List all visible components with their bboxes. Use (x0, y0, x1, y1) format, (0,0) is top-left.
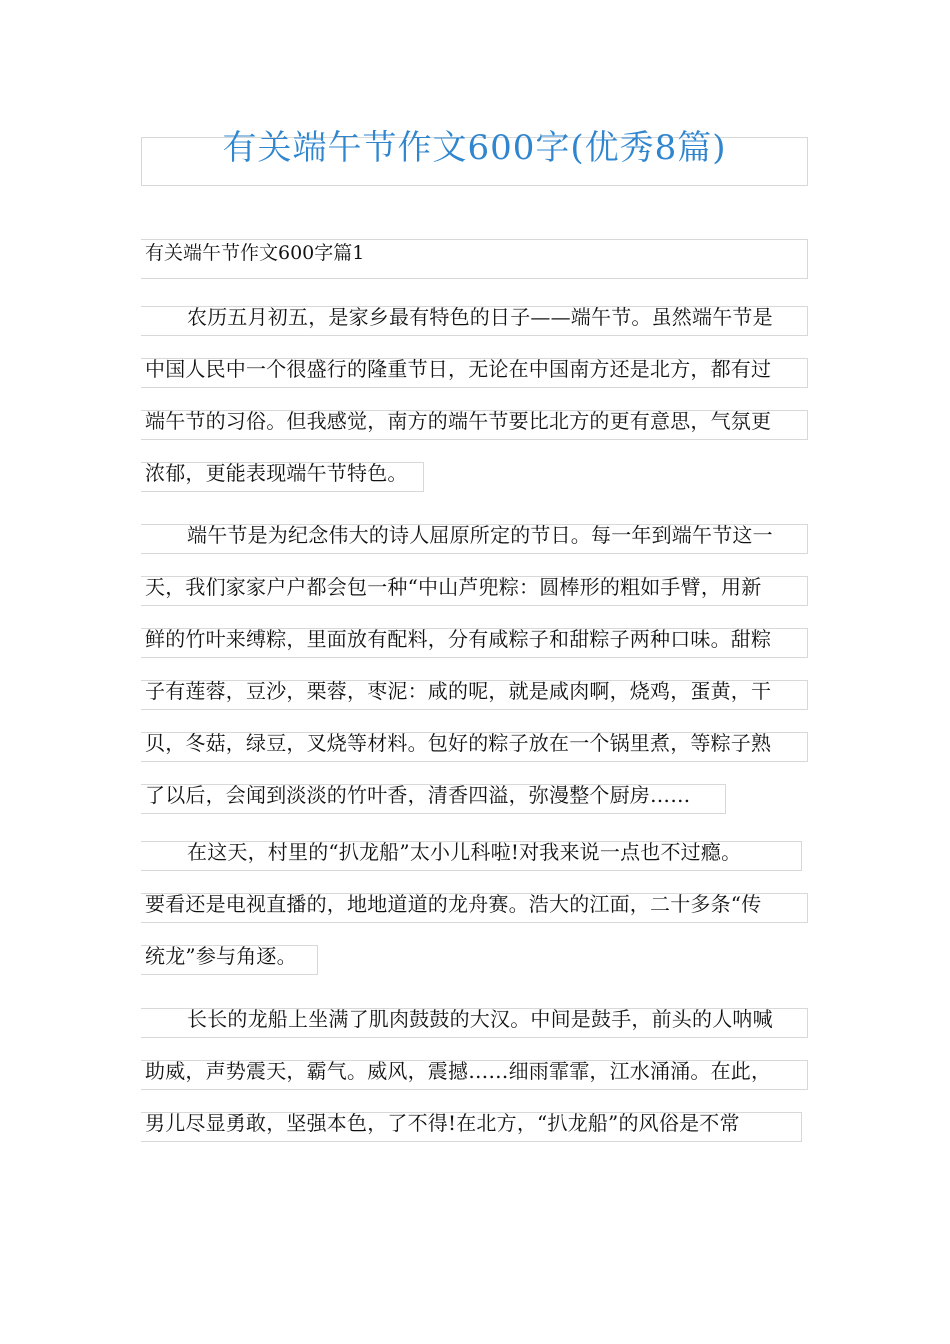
line-text: 中国人民中一个很盛行的隆重节日，无论在中国南方还是北方，都有过 (145, 357, 772, 381)
line-text: 农历五月初五，是家乡最有特色的日子——端午节。虽然端午节是 (187, 305, 773, 329)
line-text: 统龙”参与角逐。 (145, 944, 297, 968)
text-line (141, 306, 808, 358)
line-text: 男儿尽显勇敢，坚强本色，了不得!在北方，“扒龙船”的风俗是不常 (145, 1111, 740, 1135)
paragraph (141, 306, 808, 514)
line-text: 子有莲蓉，豆沙，栗蓉，枣泥：咸的呢，就是咸肉啊，烧鸡，蛋黄，干 (145, 679, 772, 703)
paragraph (141, 524, 808, 836)
line-text: 长长的龙船上坐满了肌肉鼓鼓的大汉。中间是鼓手，前头的人呐喊 (187, 1007, 773, 1031)
document-title: 有关端午节作文600字(优秀8篇) (222, 128, 727, 168)
line-text: 鲜的竹叶来缚粽，里面放有配料，分有咸粽子和甜粽子两种口味。甜粽 (145, 627, 772, 651)
paragraph (141, 1008, 808, 1164)
line-text: 浓郁，更能表现端午节特色。 (145, 461, 408, 485)
text-line (141, 1060, 808, 1112)
text-line (141, 410, 808, 462)
line-text: 天，我们家家户户都会包一种“中山芦兜粽：圆棒形的粗如手臂，用新 (145, 575, 762, 599)
text-line (141, 784, 808, 836)
text-line (141, 462, 808, 514)
line-text: 在这天，村里的“扒龙船”太小儿科啦!对我来说一点也不过瘾。 (187, 840, 742, 864)
line-text: 端午节是为纪念伟大的诗人屈原所定的节日。每一年到端午节这一 (187, 523, 773, 547)
text-line (141, 893, 808, 945)
text-line (141, 576, 808, 628)
line-text: 端午节的习俗。但我感觉，南方的端午节要比北方的更有意思，气氛更 (145, 409, 772, 433)
text-line (141, 628, 808, 680)
text-line (141, 524, 808, 576)
text-line (141, 841, 808, 893)
line-text: 贝，冬菇，绿豆，叉烧等材料。包好的粽子放在一个锅里煮，等粽子熟 (145, 731, 772, 755)
line-text: 助威，声势震天，霸气。威风，震撼……细雨霏霏，江水涌涌。在此， (145, 1059, 772, 1083)
section-heading-frame (141, 239, 808, 279)
text-line (141, 1112, 808, 1164)
text-line (141, 1008, 808, 1060)
text-line (141, 945, 808, 997)
title-frame (141, 128, 808, 186)
line-text: 要看还是电视直播的，地地道道的龙舟赛。浩大的江面，二十多条“传 (145, 892, 762, 916)
section-heading: 有关端午节作文600字篇1 (145, 242, 365, 264)
paragraph (141, 841, 808, 997)
text-line (141, 358, 808, 410)
text-line (141, 732, 808, 784)
line-text: 了以后，会闻到淡淡的竹叶香，清香四溢，弥漫整个厨房…… (145, 783, 691, 807)
text-line (141, 680, 808, 732)
